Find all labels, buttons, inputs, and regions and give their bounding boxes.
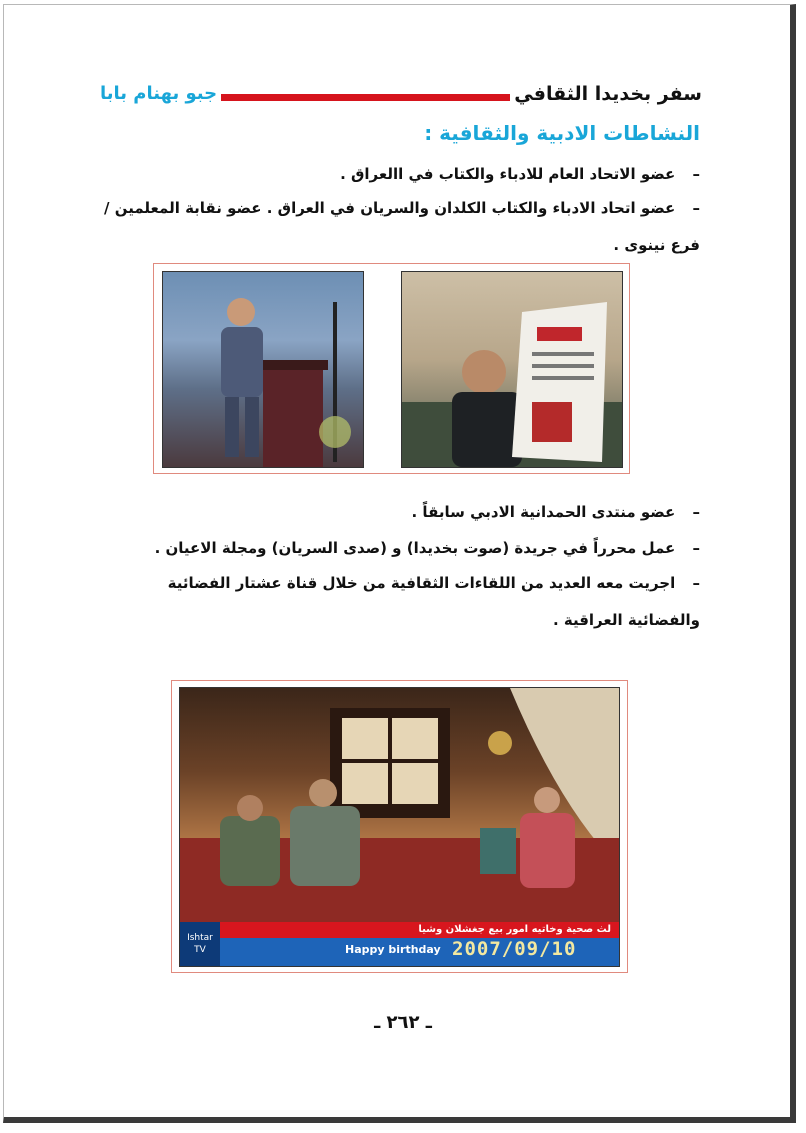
paragraph-editor xyxy=(100,530,700,567)
paragraph-tv-interviews xyxy=(100,565,700,639)
bullet-dash: – xyxy=(692,574,700,592)
header-book-title: سفر بخديدا الثقافي xyxy=(510,80,706,108)
photo-man-reading-newspaper xyxy=(401,271,623,468)
bullet-dash: – xyxy=(692,165,700,183)
photo-speaker-at-podium xyxy=(162,271,364,468)
paragraph-text: اجريت معه العديد من اللقاءات الثقافية من خلال قناة عشتار الفضائية والفضائية العراقية . xyxy=(167,574,700,629)
paragraph-text: عضو الاتحاد العام للادباء والكتاب في االعراق . xyxy=(340,165,676,183)
tv-studio-illustration xyxy=(180,688,620,924)
section-heading: النشاطات الادبية والثقافية : xyxy=(424,121,700,145)
paragraph-writers-union xyxy=(100,190,700,264)
page-number: ـ ٢٦٢ ـ xyxy=(374,1012,432,1033)
tv-channel-logo: Ishtar TV xyxy=(180,922,220,966)
tv-ticker-text: Happy birthday xyxy=(345,943,441,956)
paragraph-text: عضو اتحاد الادباء والكتاب الكلدان والسريان في العراق . عضو نقابة المعلمين / فرع نينوى . xyxy=(104,199,700,254)
paragraph-text: عضو منتدى الحمدانية الادبي سابقاً . xyxy=(411,503,676,521)
photo-tv-interview xyxy=(179,687,620,967)
speaker-illustration xyxy=(163,272,363,467)
bullet-dash: – xyxy=(692,503,700,521)
paragraph-hamdaniya-forum xyxy=(100,494,700,531)
photo-panel-bottom xyxy=(171,680,628,973)
tv-red-strip: لث صحية وخاتيه امور بيع جغشلان وشيا xyxy=(220,922,619,938)
paragraph-text: عمل محرراً في جريدة (صوت بخديدا) و (صدى السريان) ومجلة الاعيان . xyxy=(154,539,676,557)
photo-panel-top xyxy=(153,263,630,474)
tv-date-stamp: 2007/09/10 xyxy=(452,938,577,960)
bullet-dash: – xyxy=(692,199,700,217)
paragraph-union-membership xyxy=(100,156,700,193)
header-author-name: جبو بهنام بابا xyxy=(96,80,221,108)
tv-news-banner xyxy=(180,922,619,966)
reader-illustration xyxy=(402,272,622,467)
bullet-dash: – xyxy=(692,539,700,557)
